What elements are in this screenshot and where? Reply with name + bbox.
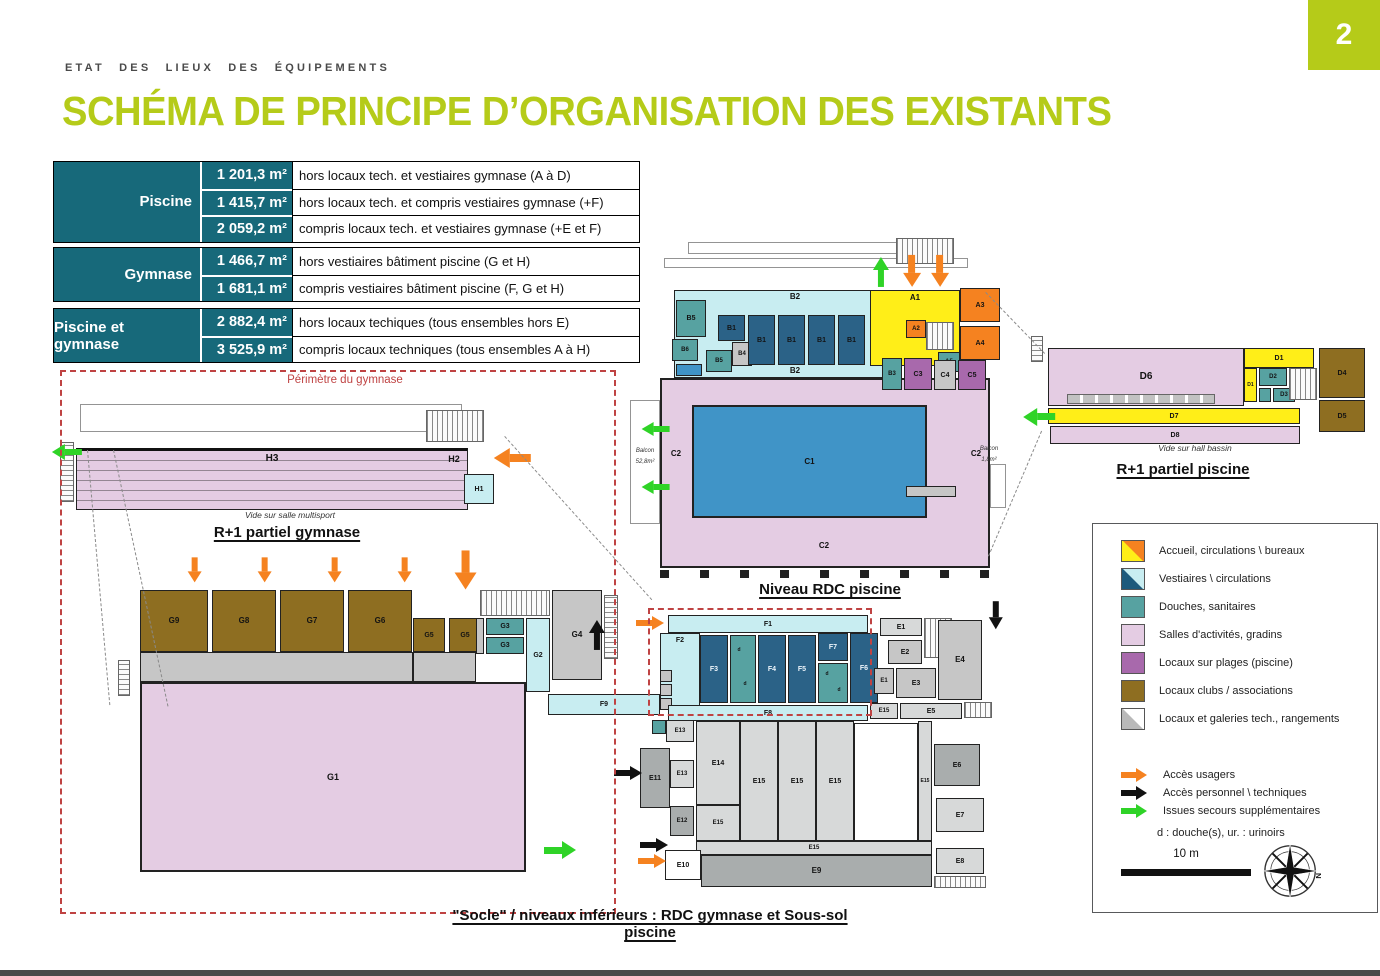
room-D7: [1048, 408, 1300, 424]
legend-box: [1092, 523, 1378, 913]
room-label: E1: [880, 678, 888, 684]
room-A4: [960, 326, 1000, 360]
room-label: D6: [1139, 371, 1153, 382]
plan-void-note: Vide sur hall bassin: [1158, 443, 1232, 453]
room-label: B5: [686, 315, 696, 322]
room-label: E14: [711, 759, 725, 767]
room-D2: [1259, 368, 1287, 386]
legend-swatch-icon: [1121, 624, 1145, 646]
room-label: F4: [767, 665, 777, 673]
room-label: Balcon: [979, 446, 999, 452]
room-1,8m²: [974, 455, 1004, 465]
room-label: D7: [1169, 412, 1179, 420]
perimeter-label: Périmètre du gymnase: [287, 374, 403, 386]
table-row: [202, 162, 639, 189]
room-label: G5: [460, 631, 470, 639]
room-label: G2: [533, 651, 543, 659]
room-label: F8: [763, 709, 773, 717]
shape: [640, 842, 656, 848]
plan-rdc-piscine: [635, 238, 1000, 604]
room-label: B1: [817, 336, 826, 344]
room-label: E2: [900, 648, 910, 656]
room-label: C4: [940, 371, 950, 379]
shape: [989, 617, 1003, 629]
gym-perimeter-dashed: [648, 608, 872, 716]
room-E15: [870, 703, 898, 719]
room-label: d: [825, 670, 829, 677]
shape-stairs: [926, 322, 954, 350]
room-label: A3: [975, 301, 985, 309]
room-label: d: [737, 646, 741, 653]
area-table-row-label: Gymnase: [54, 248, 202, 301]
shape: [1136, 768, 1147, 782]
room-label: D5: [1337, 412, 1347, 420]
shape: [630, 766, 642, 780]
shape-grayb: [906, 486, 956, 497]
room-label: E15: [920, 777, 930, 784]
table-row: [202, 215, 639, 242]
emergency-exit-arrow-icon: [1023, 408, 1055, 426]
area-description: hors locaux tech. et vestiaires gymnase (A à D): [292, 162, 639, 189]
room-C3: [904, 358, 932, 390]
area-description: hors locaux tech. et compris vestiaires gymnase (+F): [292, 189, 639, 216]
room-D1: [1244, 348, 1314, 368]
shape: [1023, 408, 1037, 426]
room-label: C2: [970, 449, 982, 458]
room-B6: [672, 339, 698, 361]
room-A2: [906, 320, 926, 338]
room-label: C5: [967, 371, 977, 379]
shape: [909, 255, 916, 273]
room-D1: [1244, 368, 1257, 402]
legend-swatch-icon: [1121, 596, 1145, 618]
room-label: E7: [955, 811, 965, 819]
legend-item-label: Salles d'activités, gradins: [1159, 629, 1283, 641]
room-label: 52,8m²: [635, 459, 655, 465]
plan-caption: R+1 partiel gymnase: [213, 524, 361, 541]
room-label: E12: [676, 818, 688, 824]
room-label: C2: [670, 449, 682, 458]
shape: [1121, 808, 1136, 814]
shape-teal: [652, 720, 666, 734]
room-E5: [900, 703, 962, 719]
room-C5: [958, 360, 986, 390]
room-label: E15: [790, 777, 804, 785]
room-label: d: [743, 680, 747, 687]
shape: [654, 854, 666, 868]
area-table-rows: [202, 248, 639, 301]
area-description: compris locaux tech. et vestiaires gymnase (+E et F): [292, 215, 639, 242]
legend-item-label: Locaux sur plages (piscine): [1159, 657, 1293, 669]
users-access-arrow-icon: [931, 255, 949, 287]
legend-item-label: Locaux clubs / associations: [1159, 685, 1293, 697]
room-label: B1: [787, 336, 796, 344]
legend-item-label: Douches, sanitaires: [1159, 601, 1256, 613]
room-label: E4: [955, 655, 965, 664]
room-label: A4: [975, 339, 985, 347]
shape-outline: [688, 242, 926, 254]
room-B5: [706, 350, 732, 372]
room-label: G7: [306, 616, 318, 625]
room-B2: [780, 291, 810, 303]
staff-access-arrow-icon: [614, 766, 642, 780]
staff-access-arrow-icon: [1121, 786, 1147, 800]
legend-item-label: Locaux et galeries tech., rangements: [1159, 713, 1340, 725]
room-E8: [936, 848, 984, 874]
shape: [931, 273, 949, 287]
room-E11: [640, 748, 670, 808]
room-E4: [938, 620, 982, 700]
room-label: F2: [675, 637, 685, 644]
legend-item: [1121, 596, 1256, 618]
room-52,8m²: [630, 457, 660, 467]
room-label: G4: [571, 630, 583, 639]
page-title: SCHÉMA DE PRINCIPE D’ORGANISATION DES EXISTANTS: [62, 88, 1112, 134]
area-value: 2 882,4 m²: [202, 309, 292, 336]
shape-pool: [676, 364, 702, 376]
room-label: B2: [789, 366, 801, 375]
room-label: F9: [599, 701, 609, 708]
room-label: D3: [1280, 392, 1288, 398]
legend-item-label: Vestiaires \ circulations: [1159, 573, 1271, 585]
room-label: E3: [911, 679, 921, 687]
room-label: F1: [763, 620, 773, 628]
shape: [654, 426, 670, 432]
room-D4: [1319, 348, 1365, 398]
table-row: [202, 189, 639, 216]
room-label: E11: [648, 774, 662, 782]
room-label: C2: [818, 541, 830, 550]
room-A3: [960, 288, 1000, 322]
room-E15: [696, 805, 740, 841]
page-number-badge: 2: [1308, 0, 1380, 70]
room-label: D8: [1170, 431, 1180, 439]
gym-perimeter-dashed: [60, 370, 616, 914]
table-row: [202, 309, 639, 336]
page-bottom-rule: [0, 970, 1380, 976]
room-Balcon: [974, 444, 1004, 454]
svg-text:N: N: [1314, 872, 1323, 879]
room-label: G8: [238, 616, 250, 625]
room-label: B3: [888, 371, 896, 377]
room-label: G3: [500, 642, 510, 649]
room-label: F5: [797, 665, 807, 673]
room-label: B2: [789, 292, 801, 301]
table-row: [202, 248, 639, 275]
room-label: E15: [712, 820, 724, 826]
room-B1: [808, 315, 835, 365]
room-B2: [780, 365, 810, 377]
legend-item: [1121, 708, 1339, 730]
shape: [878, 270, 885, 287]
area-value: 1 415,7 m²: [202, 189, 292, 216]
area-table-row-label: Piscine et gymnase: [54, 309, 202, 362]
area-value: 2 059,2 m²: [202, 215, 292, 242]
room-label: D1: [1274, 354, 1284, 362]
legend-arrow-label: Accès personnel \ techniques: [1162, 787, 1307, 799]
legend-arrow-item: [1121, 768, 1235, 782]
room-label: D4: [1337, 369, 1347, 377]
room-C1: [692, 405, 927, 518]
staff-access-arrow-icon: [989, 601, 1003, 629]
room-C2: [812, 540, 836, 552]
legend-swatch-icon: [1121, 568, 1145, 590]
shape: [654, 484, 670, 490]
shape: [903, 273, 921, 287]
legend-item: [1121, 680, 1293, 702]
shape-teal: [1259, 388, 1271, 402]
room-E13: [670, 760, 694, 788]
room-label: H1: [474, 485, 484, 493]
shape: [638, 858, 654, 864]
shape: [642, 480, 654, 494]
room-label: G5: [424, 631, 434, 639]
legend-arrow-label: Accès usagers: [1162, 769, 1236, 781]
room-label: F7: [828, 643, 838, 651]
room-label: H2: [448, 453, 460, 464]
room-E14: [696, 721, 740, 805]
area-value: 1 201,3 m²: [202, 162, 292, 189]
plan-void-note: Vide sur salle multisport: [244, 510, 336, 520]
emergency-exit-arrow-icon: [642, 480, 670, 494]
room-label: E8: [955, 857, 965, 865]
users-access-arrow-icon: [903, 255, 921, 287]
room-Balcon: [630, 446, 660, 456]
room-E1: [874, 668, 894, 694]
room-E15: [816, 721, 854, 841]
area-value: 1 466,7 m²: [202, 248, 292, 275]
room-label: d: [837, 686, 841, 693]
room-label: 1,8m²: [981, 457, 997, 463]
legend-swatch-icon: [1121, 652, 1145, 674]
users-access-arrow-icon: [638, 854, 666, 868]
area-table-rows: [202, 309, 639, 362]
room-label: E15: [752, 777, 766, 785]
legend-swatch-icon: [1121, 680, 1145, 702]
legend-abbreviations-note: d : douche(s), ur. : urinoirs: [1157, 827, 1285, 839]
area-value: 3 525,9 m²: [202, 336, 292, 363]
legend-swatch-icon: [1121, 540, 1145, 562]
room-B1: [718, 315, 745, 341]
room-D8: [1050, 426, 1300, 444]
area-description: hors vestiaires bâtiment piscine (G et H): [292, 248, 639, 275]
legend-swatch-icon: [1121, 708, 1145, 730]
room-C4: [934, 360, 956, 390]
room-label: E10: [676, 861, 690, 869]
room-B1: [778, 315, 805, 365]
shape-stairs: [1289, 368, 1317, 400]
emergency-exit-arrow-icon: [642, 422, 670, 436]
room-label: B1: [757, 336, 766, 344]
room-label: B1: [847, 336, 856, 344]
room-E15: [918, 721, 932, 841]
room-label: E13: [676, 771, 688, 777]
room-B1: [748, 315, 775, 365]
area-table-block: [53, 308, 640, 363]
area-table-rows: [202, 162, 639, 242]
scale-bar: [1121, 869, 1251, 876]
room-E7: [936, 798, 984, 832]
room-E15: [696, 841, 932, 855]
plan-caption: Niveau RDC piscine: [759, 581, 901, 598]
scale-bar-label: 10 m: [1173, 848, 1199, 860]
shape-white: [854, 723, 918, 841]
shape: [1121, 790, 1136, 796]
room-B3: [882, 358, 902, 390]
room-label: G3: [500, 623, 510, 630]
room-E3: [896, 668, 936, 698]
shape: [873, 257, 889, 270]
legend-arrow-item: [1121, 804, 1320, 818]
shape-ticks: [660, 570, 990, 578]
room-label: E9: [811, 866, 822, 875]
shape: [1037, 414, 1055, 421]
room-label: C3: [913, 370, 923, 378]
shape: [1121, 772, 1136, 778]
table-row: [202, 275, 639, 302]
room-label: E13: [674, 728, 686, 734]
room-B5: [676, 300, 706, 337]
shape: [993, 601, 999, 617]
room-label: B4: [738, 351, 746, 357]
room-B1: [838, 315, 865, 365]
shape-seats: [1067, 394, 1215, 404]
room-E10: [665, 850, 701, 880]
room-label: H3: [265, 453, 279, 464]
room-label: E6: [952, 761, 962, 769]
area-value: 1 681,1 m²: [202, 275, 292, 302]
room-E15: [740, 721, 778, 841]
area-table-block: [53, 247, 640, 302]
room-E12: [670, 806, 694, 836]
area-table-row-label: Piscine: [54, 162, 202, 242]
room-label: A1: [909, 293, 921, 302]
room-E9: [701, 855, 932, 887]
area-table-block: [53, 161, 640, 243]
room-E2: [888, 640, 922, 664]
room-D5: [1319, 400, 1365, 432]
compass-rose-icon: [1261, 840, 1323, 902]
room-label: E1: [896, 623, 906, 631]
room-label: F6: [859, 664, 869, 672]
area-description: compris locaux techniques (tous ensembles A à H): [292, 336, 639, 363]
emergency-exit-arrow-icon: [873, 257, 889, 287]
room-E15: [778, 721, 816, 841]
shape: [656, 838, 668, 852]
shape: [614, 770, 630, 776]
area-description: hors locaux techiques (tous ensembles hors E): [292, 309, 639, 336]
room-label: C1: [804, 456, 815, 466]
shape: [1136, 786, 1147, 800]
room-C2: [664, 448, 688, 460]
shape-stairs: [934, 876, 986, 888]
room-label: G1: [326, 771, 339, 782]
room-label: B5: [715, 358, 723, 364]
legend-item: [1121, 652, 1293, 674]
document-section-label: ETAT DES LIEUX DES ÉQUIPEMENTS: [65, 62, 391, 74]
room-label: D1: [1247, 381, 1254, 388]
room-label: E15: [808, 845, 820, 851]
legend-item: [1121, 540, 1305, 562]
shape-outline: [990, 464, 1006, 508]
plan-caption: R+1 partiel piscine: [1116, 461, 1250, 478]
staff-access-arrow-icon: [640, 838, 668, 852]
room-label: E15: [878, 708, 890, 714]
room-label: D2: [1269, 374, 1277, 380]
room-label: G9: [168, 616, 180, 625]
room-label: B6: [681, 347, 689, 353]
area-description: compris vestiaires bâtiment piscine (F, G et H): [292, 275, 639, 302]
room-E6: [934, 744, 980, 786]
room-label: E15: [828, 777, 842, 785]
legend-item: [1121, 624, 1282, 646]
shape-stairs: [964, 702, 992, 718]
room-label: G6: [374, 616, 386, 625]
shape: [1136, 804, 1147, 818]
legend-arrow-item: [1121, 786, 1307, 800]
room-E13: [666, 720, 694, 742]
shape: [937, 255, 944, 273]
room-E1: [880, 618, 922, 636]
room-label: Balcon: [635, 448, 655, 454]
legend-item: [1121, 568, 1271, 590]
room-label: F3: [709, 665, 719, 673]
room-label: A2: [912, 326, 920, 332]
shape: [642, 422, 654, 436]
emergency-exit-arrow-icon: [1121, 804, 1147, 818]
legend-arrow-label: Issues secours supplémentaires: [1162, 805, 1321, 817]
users-access-arrow-icon: [1121, 768, 1147, 782]
plan-caption: "Socle" / niveaux inférieurs : RDC gymnase et Sous-sol piscine: [452, 907, 848, 941]
legend-item-label: Accueil, circulations \ bureaux: [1159, 545, 1305, 557]
room-label: E5: [926, 707, 936, 715]
room-label: B1: [727, 324, 736, 332]
table-row: [202, 336, 639, 363]
